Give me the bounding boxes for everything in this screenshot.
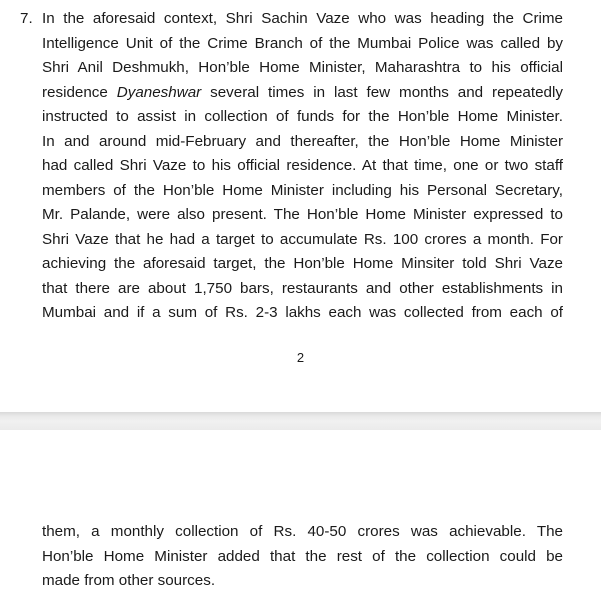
- page-separator: [0, 412, 601, 430]
- text-fragment: several times in last few months and repeatedly: [210, 83, 563, 101]
- paragraph-7: [42, 7, 563, 326]
- paragraph-number: 7.: [20, 10, 33, 27]
- text-line: Mumbai and if a sum of Rs. 2-3 lakhs each was collected from each of: [42, 304, 563, 321]
- text-line: achieving the aforesaid target, the Hon’ble Home Minsiter told Shri Vaze: [42, 255, 563, 272]
- page-number: 2: [296, 350, 305, 365]
- page-3-sheet: [0, 430, 601, 602]
- text-line: Hon’ble Home Minister added that the rest of the collection could be: [42, 547, 563, 565]
- text-line: instructed to assist in collection of funds for the Hon’ble Home Minister.: [42, 108, 563, 125]
- text-line: members of the Hon’ble Home Minister including his Personal Secretary,: [42, 181, 563, 199]
- text-line: had called Shri Vaze to his official residence. At that time, one or two staff: [42, 157, 563, 174]
- text-line: Shri Anil Deshmukh, Hon’ble Home Minister, Maharashtra to his official: [42, 59, 563, 76]
- text-line: them, a monthly collection of Rs. 40-50 crores was achievable. The: [42, 523, 563, 540]
- paragraph-7-continued: [42, 520, 563, 594]
- text-line: that there are about 1,750 bars, restaurants and other establishments in: [42, 279, 563, 297]
- text-line: Shri Vaze that he had a target to accumulate Rs. 100 crores a month. For: [42, 230, 563, 248]
- text-line: made from other sources.: [42, 572, 216, 589]
- text-line: Intelligence Unit of the Crime Branch of the Mumbai Police was called by: [42, 34, 563, 52]
- text-line: In and around mid-February and thereafter, the Hon’ble Home Minister: [42, 132, 563, 150]
- italic-place-name: Dyaneshwar: [116, 83, 202, 101]
- text-line: [42, 81, 563, 106]
- text-line: In the aforesaid context, Shri Sachin Vaze who was heading the Crime: [42, 10, 563, 27]
- text-fragment: residence: [42, 83, 108, 101]
- text-line: Mr. Palande, were also present. The Hon’ble Home Minister expressed to: [42, 206, 563, 223]
